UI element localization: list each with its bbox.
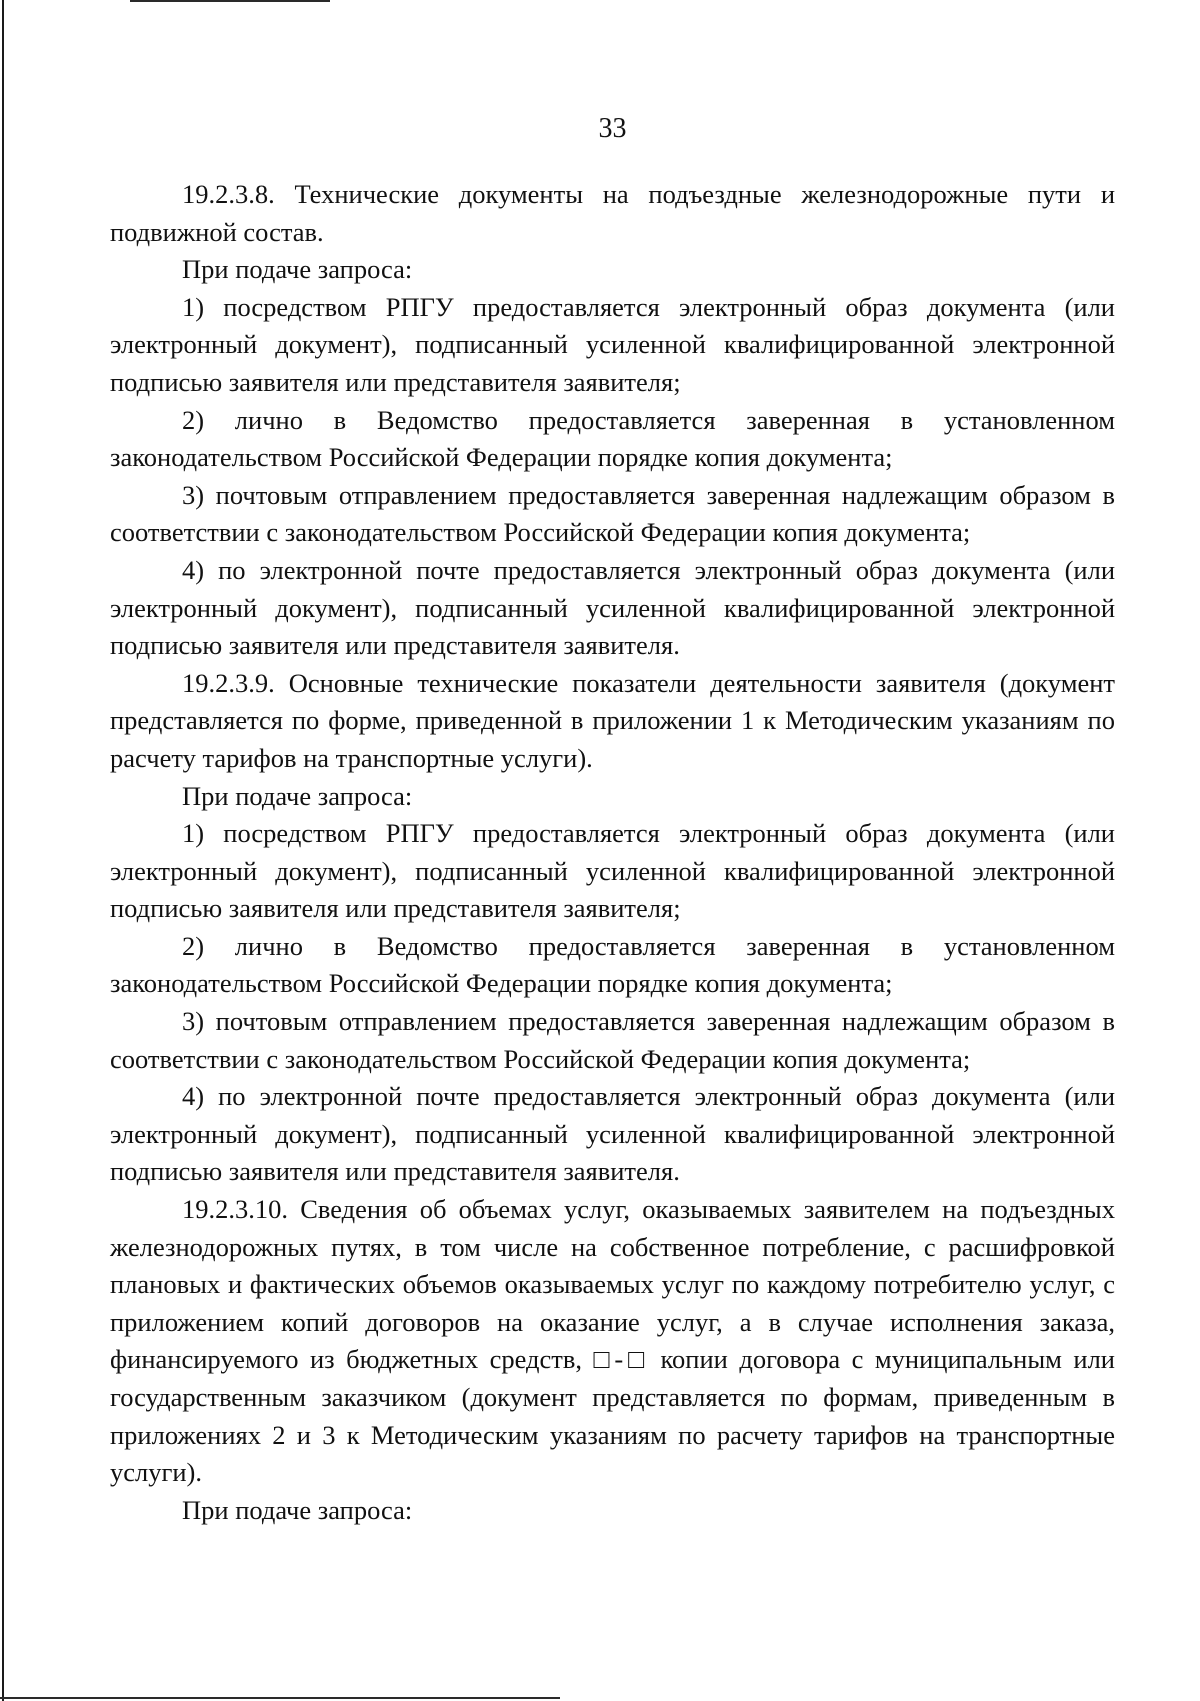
- document-body: [110, 176, 1115, 1529]
- paragraph-item-2: 2) лично в Ведомство предоставляется заверенная в установленном законодательством Российской Федерации порядке копия документа;: [110, 404, 1115, 473]
- paragraph-item-4: 4) по электронной почте предоставляется электронный образ документа (или электронный документ), подписанный усиленной квалифицированной электронной подписью заявителя или представителя заявителя.: [110, 1081, 1115, 1187]
- scan-bottom-edge-line: [0, 1697, 560, 1699]
- paragraph-item-1: 1) посредством РПГУ предоставляется электронный образ документа (или электронный документ), подписанный усиленной квалифицированной электронной подписью заявителя или представителя заявителя;: [110, 818, 1115, 924]
- page-number: 33: [598, 113, 627, 144]
- paragraph-item-4: 4) по электронной почте предоставляется электронный образ документа (или электронный документ), подписанный усиленной квалифицированной электронной подписью заявителя или представителя заявителя.: [110, 554, 1115, 661]
- scan-top-edge-line: [130, 0, 330, 2]
- scan-left-edge-line: [2, 0, 4, 1701]
- paragraph-19-2-3-9: 19.2.3.9. Основные технические показатели деятельности заявителя (документ представляется по форме, приведенной в приложении 1 к Методическим указаниям по расчету тарифов на транспортные услуги).: [110, 667, 1115, 773]
- paragraph-19-2-3-10: 19.2.3.10. Сведения об объемах услуг, оказываемых заявителем на подъездных железнодорожных путях, в том числе на собственное потребление, с расшифровкой плановых и фактических объемов оказываемых услуг по каждому потребителю услуг, с приложением копий договоров на оказание услуг, а в случае исполнения заказа, финансируемого из бюджетных средств, □-□ копии договора с муниципальным или государственным заказчиком (документ представляется по формам, приведенным в приложениях 2 и 3 к Методическим указаниям по расчету тарифов на транспортные услуги).: [110, 1194, 1115, 1488]
- paragraph-item-3: 3) почтовым отправлением предоставляется заверенная надлежащим образом в соответствии с законодательством Российской Федерации копия документа;: [110, 479, 1115, 548]
- paragraph-19-2-3-8: 19.2.3.8. Технические документы на подъездные железнодорожные пути и подвижной состав.: [110, 179, 1115, 247]
- paragraph-item-2: 2) лично в Ведомство предоставляется заверенная в установленном законодательством Российской Федерации порядке копия документа;: [110, 930, 1115, 999]
- paragraph-request-heading: При подаче запроса:: [182, 254, 413, 285]
- paragraph-item-1: 1) посредством РПГУ предоставляется электронный образ документа (или электронный документ), подписанный усиленной квалифицированной электронной подписью заявителя или представителя заявителя;: [110, 291, 1115, 397]
- paragraph-request-heading: При подаче запроса:: [182, 780, 413, 811]
- paragraph-item-3: 3) почтовым отправлением предоставляется заверенная надлежащим образом в соответствии с законодательством Российской Федерации копия документа;: [110, 1006, 1115, 1074]
- paragraph-request-heading: При подаче запроса:: [182, 1494, 413, 1525]
